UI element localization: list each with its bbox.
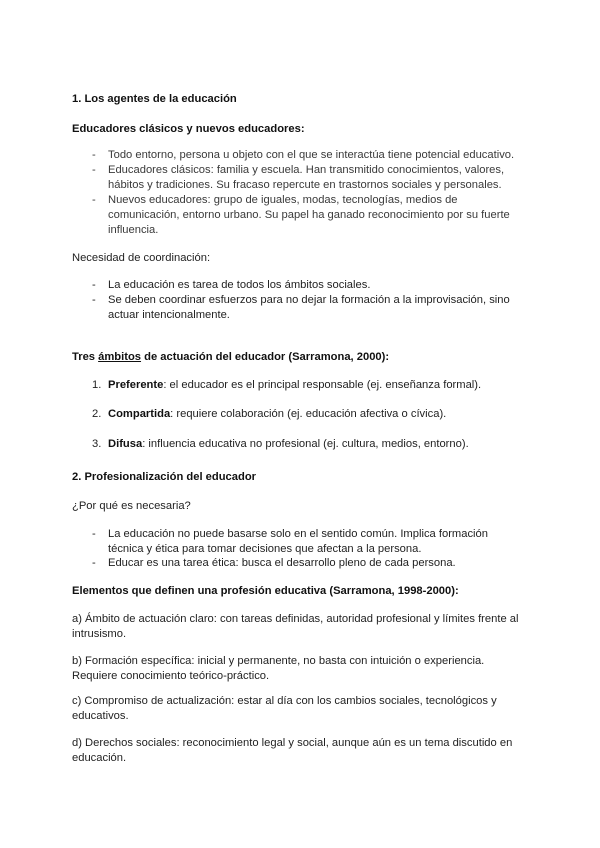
numbered-item — [92, 407, 522, 422]
three-areas-prefix: Tres — [72, 351, 99, 363]
list-item — [92, 278, 522, 293]
item-term: Preferente — [108, 379, 164, 391]
item-description: : influencia educativa no profesional (ej. cultura, medios, entorno). — [142, 438, 469, 450]
dash-marker: - — [92, 557, 96, 569]
elements-heading: Elementos que definen una profesión educativa (Sarramona, 1998-2000): — [72, 585, 459, 597]
item-number: 1. — [92, 379, 102, 391]
list-item-text: Nuevos educadores: grupo de iguales, modas, tecnologías, medios de comunicación, entorno urbano. Su papel ha ganado reconocimiento por su fuerte influencia. — [108, 194, 510, 236]
dash-marker: - — [92, 279, 96, 291]
dash-marker: - — [92, 164, 96, 176]
section-1-title: 1. Los agentes de la educación — [72, 93, 237, 105]
list-item — [92, 148, 522, 163]
numbered-item — [92, 378, 522, 393]
element-paragraph: c) Compromiso de actualización: estar al día con los cambios sociales, tecnológicos y educativos. — [72, 695, 497, 722]
item-term: Compartida — [108, 408, 171, 420]
dash-marker: - — [92, 294, 96, 306]
list-item-text: La educación es tarea de todos los ámbitos sociales. — [108, 279, 371, 291]
dash-marker: - — [92, 149, 96, 161]
dash-marker: - — [92, 194, 96, 206]
numbered-item — [92, 437, 522, 452]
item-term: Difusa — [108, 438, 143, 450]
list-item-text: Educadores clásicos: familia y escuela. Han transmitido conocimientos, valores, hábitos y tradiciones. Su fracaso repercute en trastornos sociales y personales. — [108, 164, 505, 191]
list-item — [92, 193, 522, 238]
coordination-label: Necesidad de coordinación: — [72, 252, 211, 264]
classic-new-educators-heading: Educadores clásicos y nuevos educadores: — [72, 123, 305, 135]
element-paragraph: d) Derechos sociales: reconocimiento legal y social, aunque aún es un tema discutido en educación. — [72, 737, 513, 764]
list-item — [92, 527, 522, 557]
dash-marker: - — [92, 528, 96, 540]
list-item — [92, 556, 522, 571]
list-item — [92, 163, 522, 193]
element-paragraph: a) Ámbito de actuación claro: con tareas definidas, autoridad profesional y límites frente al intrusismo. — [72, 613, 519, 640]
element-paragraph: b) Formación específica: inicial y permanente, no basta con intuición o experiencia. Requiere conocimiento teórico-práctico. — [72, 655, 485, 682]
list-item-text: Todo entorno, persona u objeto con el que se interactúa tiene potencial educativo. — [108, 149, 515, 161]
list-item-text: Educar es una tarea ética: busca el desarrollo pleno de cada persona. — [108, 557, 456, 569]
section-2-title: 2. Profesionalización del educador — [72, 471, 257, 483]
list-item-text: La educación no puede basarse solo en el sentido común. Implica formación técnica y ética para tomar decisiones que afectan a la persona. — [108, 528, 488, 555]
item-number: 2. — [92, 408, 102, 420]
list-item — [92, 293, 522, 323]
item-description: : requiere colaboración (ej. educación afectiva o cívica). — [170, 408, 447, 420]
item-number: 3. — [92, 438, 102, 450]
three-areas-underlined: ámbitos — [98, 351, 142, 363]
three-areas-heading — [72, 350, 532, 365]
list-item-text: Se deben coordinar esfuerzos para no dejar la formación a la improvisación, sino actuar intencionalmente. — [108, 294, 510, 321]
three-areas-suffix: de actuación del educador (Sarramona, 2000): — [141, 351, 390, 363]
why-necessary-question: ¿Por qué es necesaria? — [72, 500, 191, 512]
item-description: : el educador es el principal responsable (ej. enseñanza formal). — [163, 379, 482, 391]
